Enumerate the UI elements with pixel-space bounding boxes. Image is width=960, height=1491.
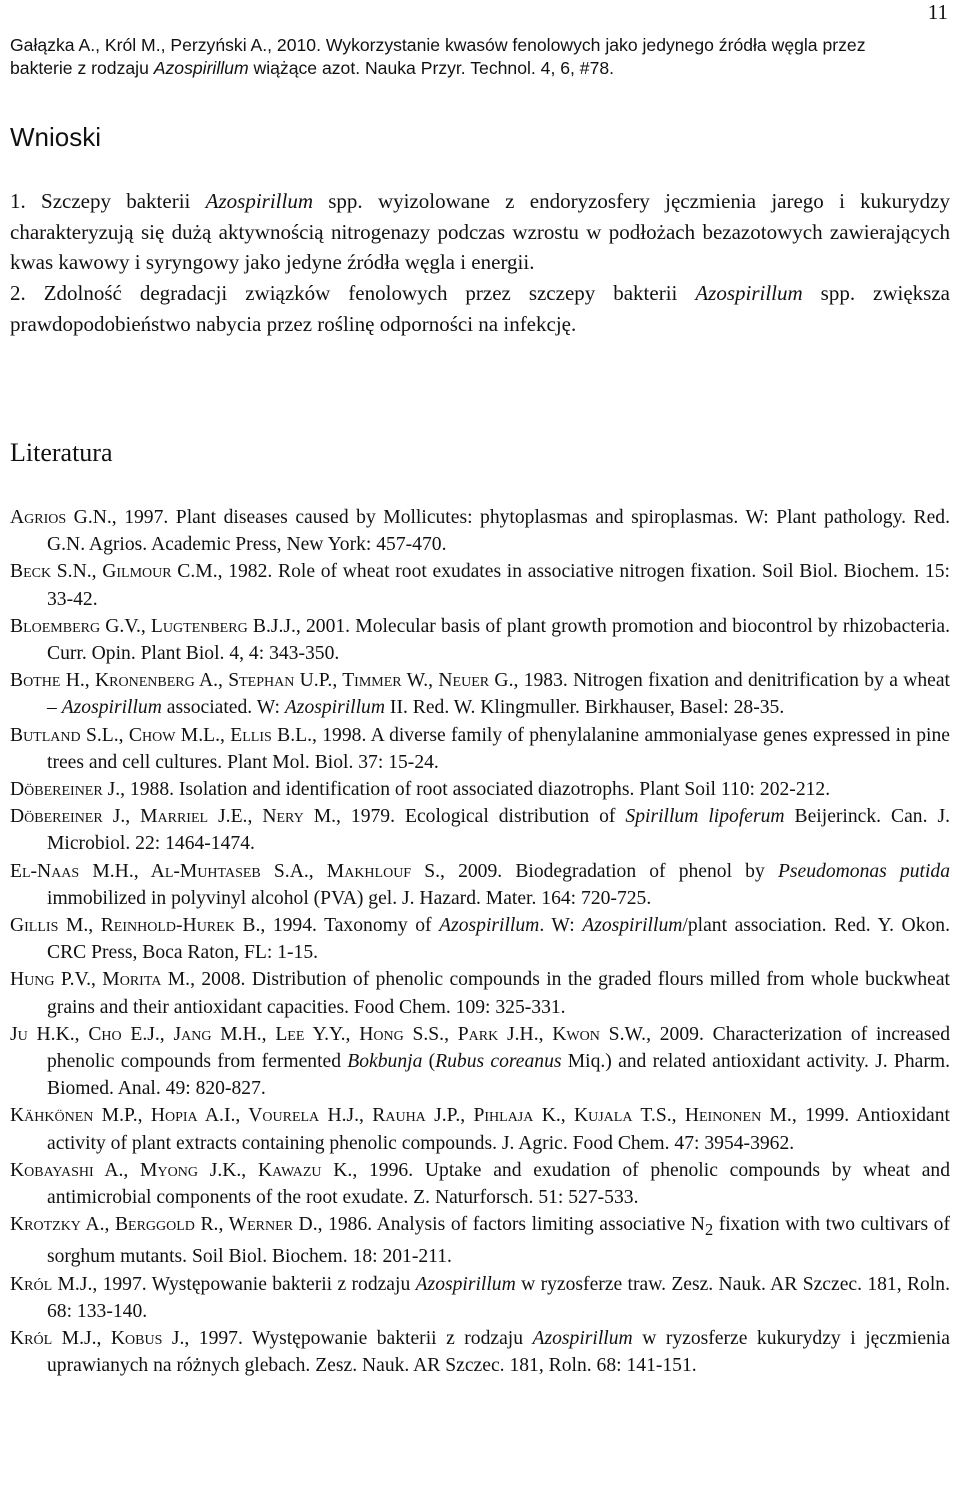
reference-item: Hung P.V., Morita M., 2008. Distribution of phenolic compounds in the graded flours milled from whole buckwheat grains and their antioxidant capacities. Food Chem. 109: 325-331.: [10, 969, 950, 1018]
reference-item: Krotzky A., Berggold R., Werner D., 1986. Analysis of factors limiting associative $N_2$ fixation with two cultivars of sorghum mutants. Soil Biol. Biochem. 18: 201-211.: [10, 1214, 950, 1268]
conclusions-section: [10, 186, 950, 340]
reference-item: Döbereiner J., Marriel J.E., Nery M., 1979. Ecological distribution of Spirillum lipoferum Beijerinck. Can. J. Microbiol. 22: 1464-1474.: [10, 806, 951, 855]
citation-genus: Azospirillum: [153, 58, 249, 78]
reference-item: Bloemberg G.V., Lugtenberg B.J.J., 2001. Molecular basis of plant growth promotion and biocontrol by rhizobacteria. Curr. Opin. Plant Biol. 4, 4: 343-350.: [10, 615, 950, 665]
conclusion-1: 1. Szczepy bakterii Azospirillum spp. wyizolowane z endoryzosfery jęczmienia jarego i kukurydzy charakteryzują się dużą aktywnością nitrogenazy podczas wzrostu w podłożach bezazotowych zawierających kwas kawowy i syryngowy jako jedyne źródła węgla i energii.: [10, 189, 950, 275]
reference-item: Bothe H., Kronenberg A., Stephan U.P., Timmer W., Neuer G., 1983. Nitrogen fixation and denitrification by a wheat – Azospirillum associated. W: Azospirillum II. Red. W. Klingmuller. Birkhauser, Basel: 28-35.: [10, 670, 950, 719]
reference-item: Król M.J., 1997. Występowanie bakterii z rodzaju Azospirillum w ryzosferze traw. Zesz. Nauk. AR Szczec. 181, Roln. 68: 133-140.: [10, 1273, 950, 1322]
page-number: 11: [927, 0, 948, 24]
reference-item: El-Naas M.H., Al-Muhtaseb S.A., Makhlouf S., 2009. Biodegradation of phenol by Pseudomonas putida immobilized in polyvinyl alcohol (PVA) gel. J. Hazard. Mater. 164: 720-725.: [10, 860, 951, 909]
reference-item: Król M.J., Kobus J., 1997. Występowanie bakterii z rodzaju Azospirillum w ryzosferze kukurydzy i jęczmienia uprawianych na różnych glebach. Zesz. Nauk. AR Szczec. 181, Roln. 68: 141-151.: [10, 1328, 950, 1377]
conclusion-2: 2. Zdolność degradacji związków fenolowych przez szczepy bakterii Azospirillum spp. zwiększa prawdopodobieństwo nabycia przez roślinę odporności na infekcję.: [10, 281, 950, 336]
reference-item: Kobayashi A., Myong J.K., Kawazu K., 1996. Uptake and exudation of phenolic compounds by wheat and antimicrobial components of the root exudate. Z. Naturforsch. 51: 527-533.: [10, 1159, 950, 1209]
literature-heading: Literatura: [10, 438, 113, 467]
citation-line1: Gałązka A., Król M., Perzyński A., 2010. Wykorzystanie kwasów fenolowych jako jedynego źródła węgla przez: [10, 35, 866, 55]
reference-list: [10, 504, 950, 1379]
reference-item: Döbereiner J., 1988. Isolation and identification of root associated diazotrophs. Plant Soil 110: 202-212.: [10, 779, 831, 801]
conclusions-heading: Wnioski: [10, 122, 102, 152]
article-citation: Gałązka A., Król M., Perzyński A., 2010. Wykorzystanie kwasów fenolowych jako jedynego źródła węgla przez bakterie z rodzaju Azospirillum wiążące azot. Nauka Przyr. Technol. 4, 6, #78.: [10, 35, 866, 78]
reference-item: Agrios G.N., 1997. Plant diseases caused by Mollicutes: phytoplasmas and spiroplasmas. W: Plant pathology. Red. G.N. Agrios. Academic Press, New York: 457-470.: [10, 507, 950, 556]
reference-item: Ju H.K., Cho E.J., Jang M.H., Lee Y.Y., Hong S.S., Park J.H., Kwon S.W., 2009. Characterization of increased phenolic compounds from fermented Bokbunja (Rubus coreanus Miq.) and related antioxidant activity. J. Pharm. Biomed. Anal. 49: 820-827.: [10, 1023, 950, 1100]
reference-item: Gillis M., Reinhold-Hurek B., 1994. Taxonomy of Azospirillum. W: Azospirillum/plant association. Red. Y. Okon. CRC Press, Boca Raton, FL: 1-15.: [10, 915, 950, 964]
reference-item: Butland S.L., Chow M.L., Ellis B.L., 1998. A diverse family of phenylalanine ammonialyase genes expressed in pine trees and cell cultures. Plant Mol. Biol. 37: 15-24.: [10, 724, 950, 773]
reference-item: Beck S.N., Gilmour C.M., 1982. Role of wheat root exudates in associative nitrogen fixation. Soil Biol. Biochem. 15: 33-42.: [10, 561, 950, 610]
reference-item: Kähkönen M.P., Hopia A.I., Vourela H.J., Rauha J.P., Pihlaja K., Kujala T.S., Heinonen M., 1999. Antioxidant activity of plant extracts containing phenolic compounds. J. Agric. Food Chem. 47: 3954-3962.: [10, 1105, 950, 1154]
